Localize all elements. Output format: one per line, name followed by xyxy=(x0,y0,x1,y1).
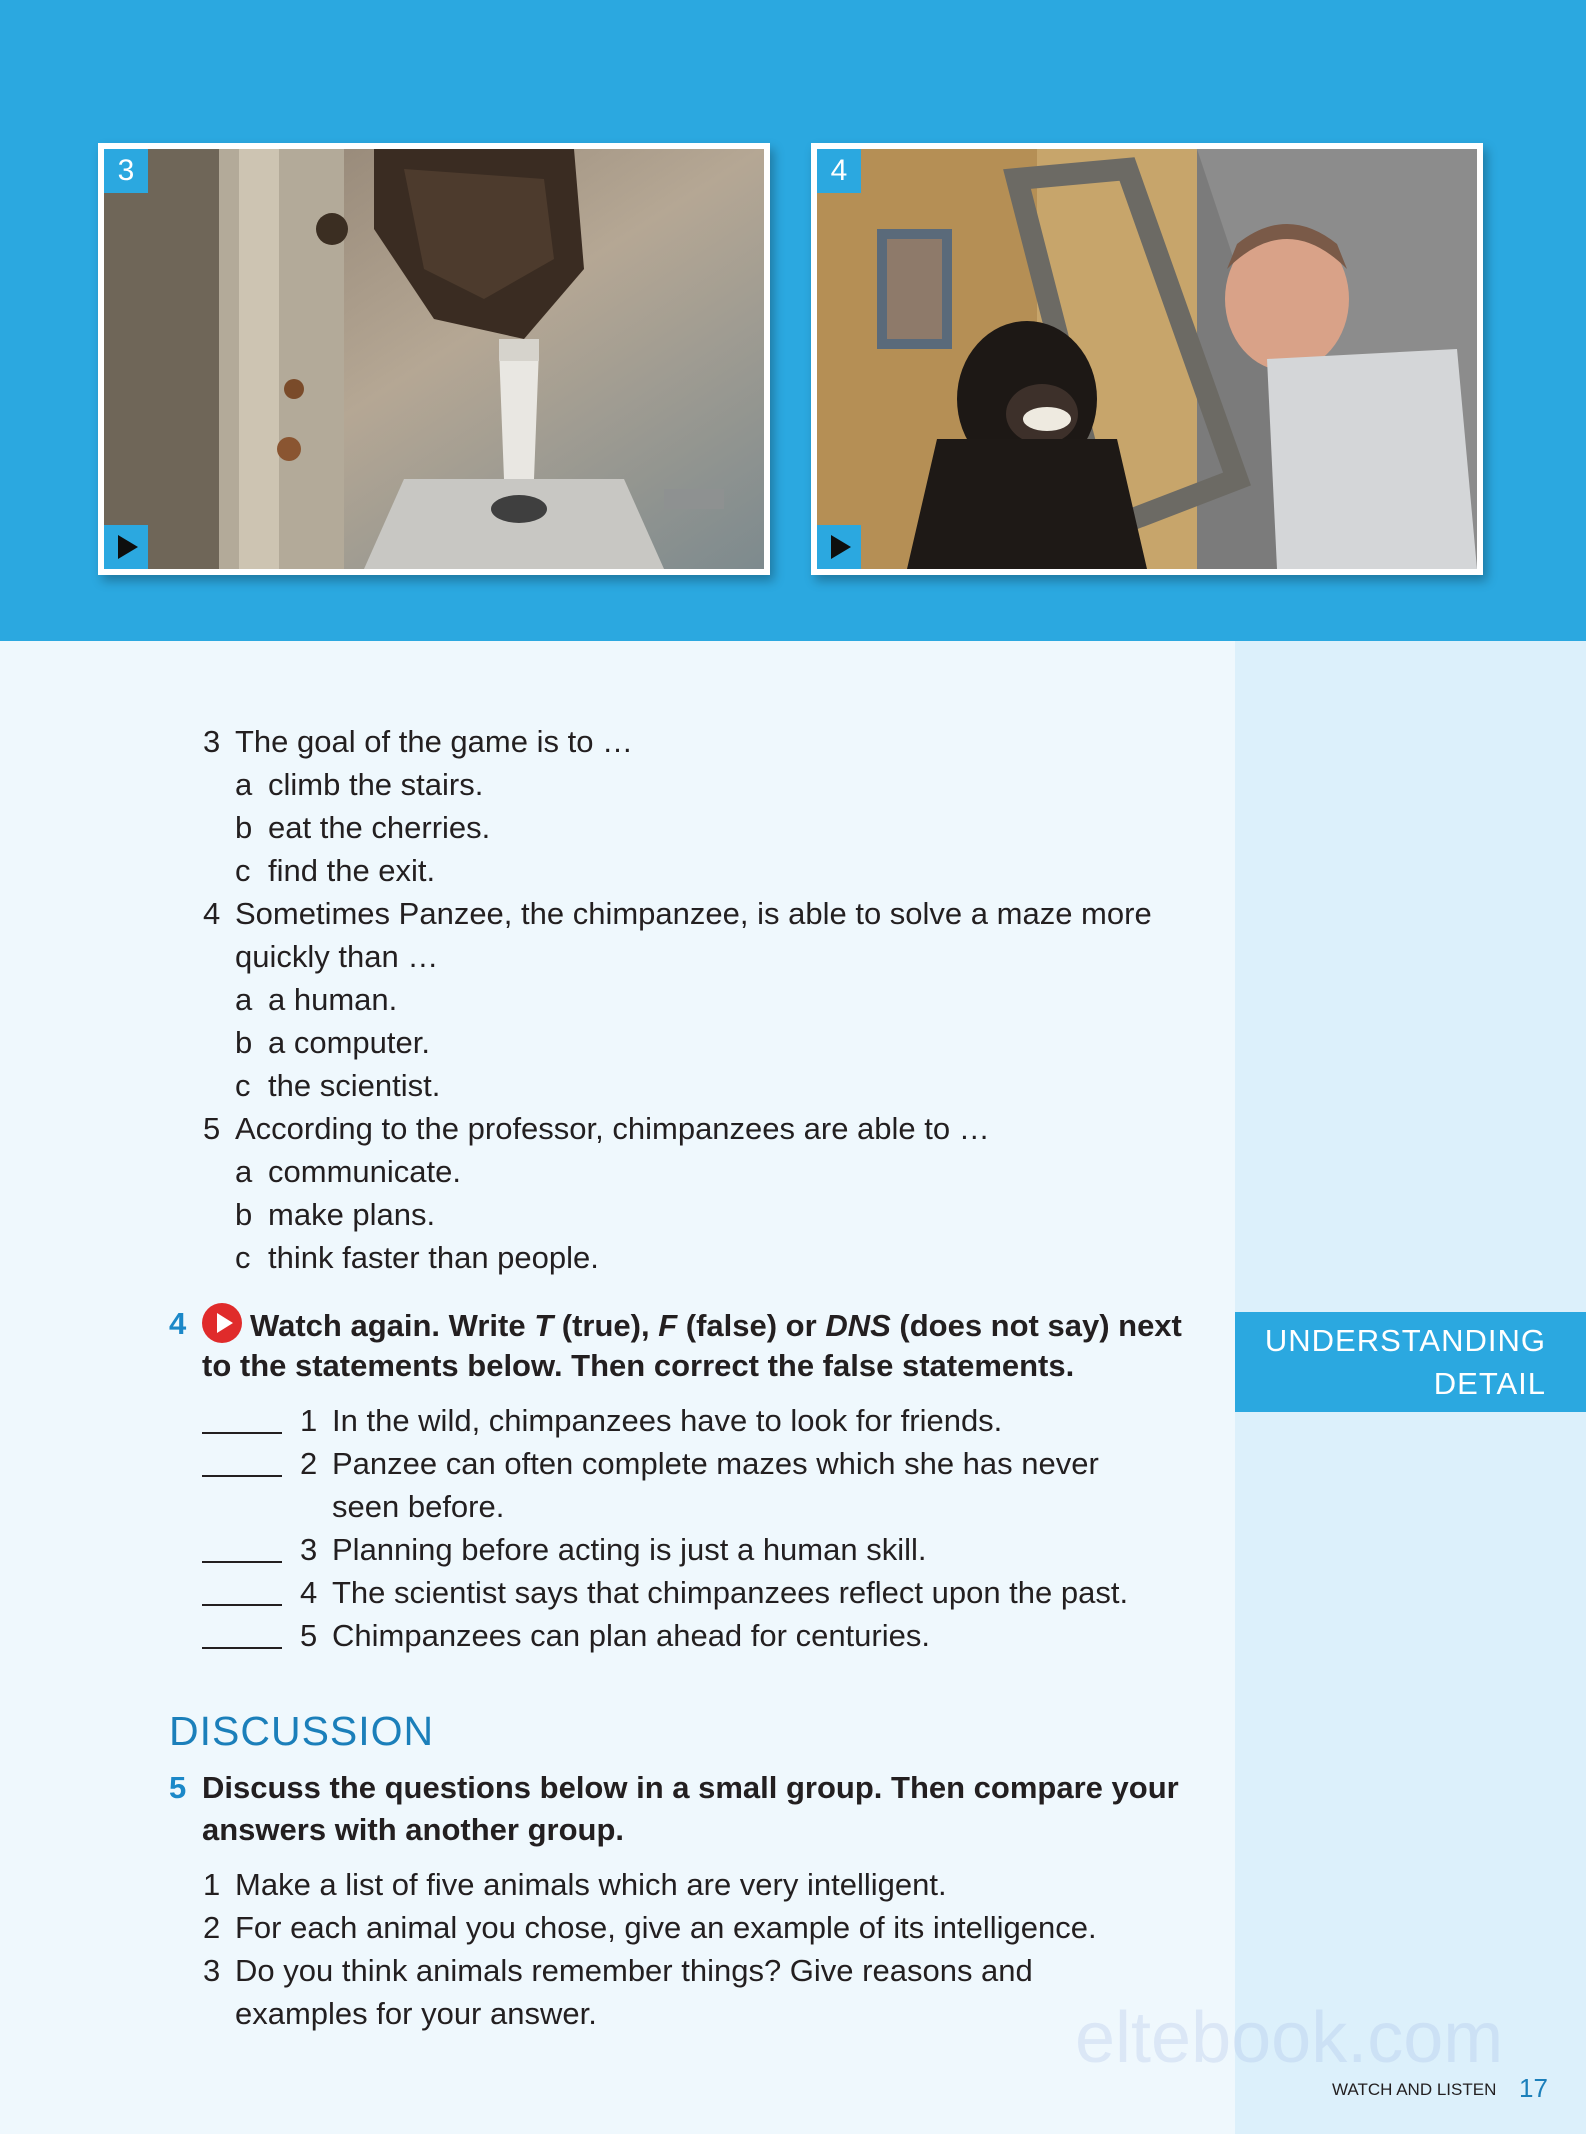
option-text: think faster than people. xyxy=(268,1240,599,1275)
section-label-understanding-detail xyxy=(1235,1312,1586,1412)
option-letter: c xyxy=(235,1068,251,1103)
instruction-text: (does not say) next xyxy=(890,1308,1182,1343)
instruction-text: (true), xyxy=(553,1308,659,1343)
discussion-instruction: Discuss the questions below in a small group. Then compare your xyxy=(202,1770,1179,1805)
option-letter: a xyxy=(235,1154,253,1189)
video-image-lever xyxy=(104,149,764,569)
statement-text: Planning before acting is just a human skill. xyxy=(332,1532,927,1567)
option-text: a human. xyxy=(268,982,398,1017)
play-icon[interactable] xyxy=(817,525,861,569)
exercise-number: 4 xyxy=(169,1306,187,1341)
statement-number: 2 xyxy=(300,1446,318,1481)
answer-blank[interactable] xyxy=(202,1432,282,1434)
play-video-icon[interactable] xyxy=(202,1303,242,1343)
statement-number: 4 xyxy=(300,1575,318,1610)
question-stem: The goal of the game is to … xyxy=(235,724,634,759)
video-number-badge: 4 xyxy=(817,149,861,193)
discussion-item-text: examples for your answer. xyxy=(235,1996,597,2031)
question-number: 4 xyxy=(203,896,221,931)
statement-text: Panzee can often complete mazes which she has never xyxy=(332,1446,1099,1481)
answer-blank[interactable] xyxy=(202,1647,282,1649)
option-letter: c xyxy=(235,1240,251,1275)
option-letter: c xyxy=(235,853,251,888)
option-text: a computer. xyxy=(268,1025,430,1060)
instruction-text: (false) or xyxy=(677,1308,826,1343)
answer-blank[interactable] xyxy=(202,1475,282,1477)
instruction-dns-code: DNS xyxy=(825,1308,891,1343)
option-text: the scientist. xyxy=(268,1068,441,1103)
video-still-4[interactable] xyxy=(811,143,1483,575)
option-letter: b xyxy=(235,810,253,845)
video-still-3[interactable] xyxy=(98,143,770,575)
section-label-line: UNDERSTANDING xyxy=(1264,1323,1546,1358)
discussion-item-text: For each animal you chose, give an example of its intelligence. xyxy=(235,1910,1097,1945)
option-letter: a xyxy=(235,982,253,1017)
statement-number: 1 xyxy=(300,1403,318,1438)
exercise-number: 5 xyxy=(169,1770,187,1805)
statement-number: 5 xyxy=(300,1618,318,1653)
discussion-instruction: answers with another group. xyxy=(202,1812,624,1847)
video-number-badge: 3 xyxy=(104,149,148,193)
section-label-line: DETAIL xyxy=(1433,1366,1546,1401)
statement-text: seen before. xyxy=(332,1489,505,1524)
instruction-true-code: T xyxy=(534,1308,554,1343)
discussion-item-number: 3 xyxy=(203,1953,221,1988)
discussion-item-number: 1 xyxy=(203,1867,221,1902)
question-number: 3 xyxy=(203,724,221,759)
discussion-item-text: Do you think animals remember things? Give reasons and xyxy=(235,1953,1033,1988)
exercise-instruction-line2: to the statements below. Then correct the false statements. xyxy=(202,1348,1075,1383)
exercise-instruction xyxy=(202,1303,1182,1347)
statement-text: In the wild, chimpanzees have to look for friends. xyxy=(332,1403,1003,1438)
option-text: find the exit. xyxy=(268,853,436,888)
question-stem: According to the professor, chimpanzees are able to … xyxy=(235,1111,990,1146)
instruction-false-code: F xyxy=(658,1308,678,1343)
discussion-item-number: 2 xyxy=(203,1910,221,1945)
option-text: climb the stairs. xyxy=(268,767,484,802)
discussion-heading: DISCUSSION xyxy=(169,1708,435,1754)
option-letter: a xyxy=(235,767,253,802)
play-icon[interactable] xyxy=(104,525,148,569)
video-image-chimp-and-scientist xyxy=(817,149,1477,569)
discussion-item-text: Make a list of five animals which are very intelligent. xyxy=(235,1867,947,1902)
footer-section-label: WATCH AND LISTEN xyxy=(1332,2080,1497,2099)
option-letter: b xyxy=(235,1197,253,1232)
question-stem: quickly than … xyxy=(235,939,439,974)
option-letter: b xyxy=(235,1025,253,1060)
page-number: 17 xyxy=(1519,2073,1548,2103)
watermark: eltebook.com xyxy=(1075,1998,1504,2078)
option-text: communicate. xyxy=(268,1154,461,1189)
question-stem: Sometimes Panzee, the chimpanzee, is able to solve a maze more xyxy=(235,896,1152,931)
statement-number: 3 xyxy=(300,1532,318,1567)
answer-blank[interactable] xyxy=(202,1604,282,1606)
option-text: eat the cherries. xyxy=(268,810,491,845)
option-text: make plans. xyxy=(268,1197,436,1232)
question-number: 5 xyxy=(203,1111,221,1146)
instruction-text: Watch again. Write xyxy=(250,1308,535,1343)
statement-text: The scientist says that chimpanzees reflect upon the past. xyxy=(332,1575,1129,1610)
answer-blank[interactable] xyxy=(202,1561,282,1563)
statement-text: Chimpanzees can plan ahead for centuries. xyxy=(332,1618,930,1653)
